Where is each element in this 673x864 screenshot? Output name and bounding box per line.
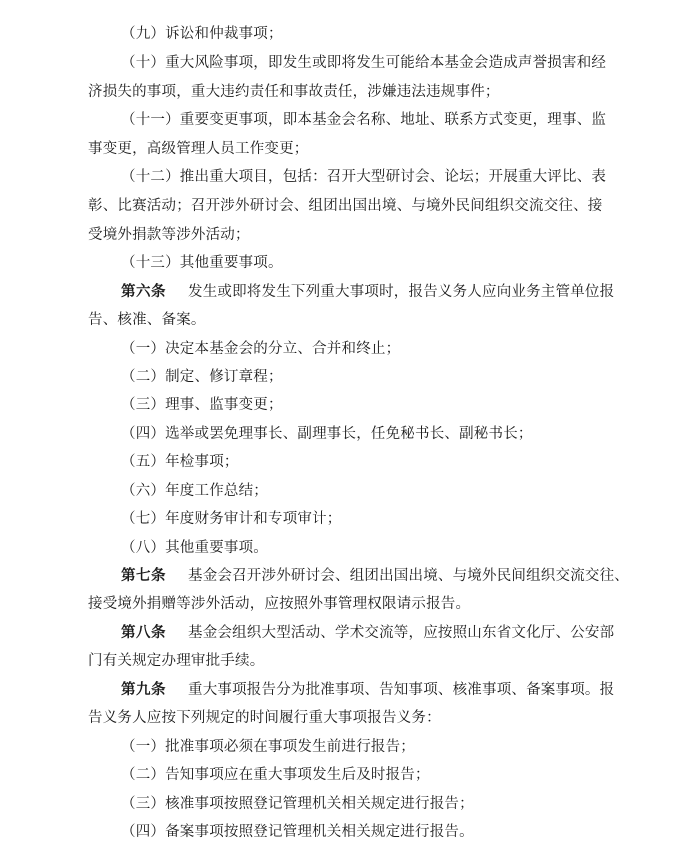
list-item: （一）批准事项必须在事项发生前进行报告；: [121, 739, 415, 755]
article-text: 重大事项报告分为批准事项、告知事项、核准事项、备案事项。报: [188, 682, 615, 698]
article-text: 发生或即将发生下列重大事项时，报告义务人应向业务主管单位报: [188, 284, 615, 300]
list-item: （四）备案事项按照登记管理机关相关规定进行报告。: [121, 824, 474, 840]
list-item: （十一）重要变更事项，即本基金会名称、地址、联系方式变更，理事、监: [121, 112, 607, 128]
paragraph-line: 接受境外捐赠等涉外活动，应按照外事管理权限请示报告。: [88, 596, 471, 612]
list-item: （八）其他重要事项。: [121, 540, 268, 556]
list-item: （十三）其他重要事项。: [121, 255, 283, 271]
article-9-heading: [121, 680, 641, 700]
article-6-heading: [121, 282, 641, 302]
list-item: （一）决定本基金会的分立、合并和终止；: [121, 341, 401, 357]
article-8-heading: [121, 623, 641, 643]
paragraph-line: 门有关规定办理审批手续。: [88, 653, 265, 669]
list-item: （三）理事、监事变更；: [121, 397, 283, 413]
paragraph-line: 彰、比赛活动；召开涉外研讨会、组团出国出境、与境外民间组织交流交往、接: [88, 198, 603, 214]
article-label: 第八条: [121, 624, 166, 641]
article-label: 第六条: [121, 283, 166, 300]
article-7-heading: [121, 566, 641, 586]
list-item: （九）诉讼和仲裁事项；: [121, 26, 283, 42]
list-item: （二）制定、修订章程；: [121, 369, 283, 385]
list-item: （十二）推出重大项目，包括：召开大型研讨会、论坛；开展重大评比、表: [121, 169, 607, 185]
article-text: 基金会组织大型活动、学术交流等，应按照山东省文化厅、公安部: [188, 625, 615, 641]
article-text: 基金会召开涉外研讨会、组团出国出境、与境外民间组织交流交往、: [188, 568, 629, 584]
paragraph-line: 告、核准、备案。: [88, 312, 206, 328]
list-item: （四）选举或罢免理事长、副理事长，任免秘书长、副秘书长；: [121, 426, 533, 442]
paragraph-line: 受境外捐款等涉外活动；: [88, 227, 250, 243]
article-label: 第七条: [121, 567, 166, 584]
article-label: 第九条: [121, 681, 166, 698]
paragraph-line: 事变更，高级管理人员工作变更；: [88, 141, 309, 157]
paragraph-line: 济损失的事项，重大违约责任和事故责任，涉嫌违法违规事件；: [88, 84, 500, 100]
list-item: （七）年度财务审计和专项审计；: [121, 511, 342, 527]
paragraph-line: 告义务人应按下列规定的时间履行重大事项报告义务：: [88, 710, 441, 726]
list-item: （六）年度工作总结；: [121, 483, 268, 499]
list-item: （五）年检事项；: [121, 454, 239, 470]
list-item: （三）核准事项按照登记管理机关相关规定进行报告；: [121, 796, 474, 812]
list-item: （二）告知事项应在重大事项发生后及时报告；: [121, 767, 430, 783]
list-item: （十）重大风险事项，即发生或即将发生可能给本基金会造成声誉损害和经: [121, 55, 607, 71]
